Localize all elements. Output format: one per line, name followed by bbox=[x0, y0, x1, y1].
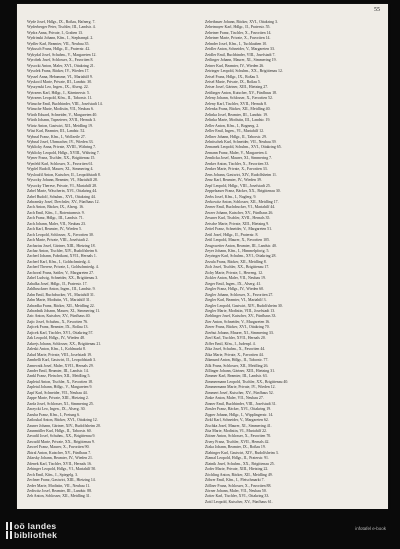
directory-entry: Zeugswetter Anton, Beamter, III., Landstr. 40. bbox=[205, 243, 277, 248]
directory-entry: Zinsler Franz, Bäcker, XVI., Ottakring 19. bbox=[205, 407, 272, 412]
directory-entry: Ziegler Johann, Schlosser, X., Favoriten 27. bbox=[205, 292, 274, 297]
directory-entry: Wykydal Josef, Schuhm., V., Margareten 12. bbox=[27, 52, 97, 57]
directory-entry: Zak Leopold, Hdlgr., IV., Wieden 48. bbox=[27, 336, 85, 341]
directory-entry: Zeisel Marie, Private, IX., Roßau 5. bbox=[205, 79, 261, 84]
directory-entry: Zabel Rudolf, Schuhm., XVI., Ottakring 44. bbox=[27, 194, 96, 199]
directory-entry: Zach Marie, Private, VIII., Josefstadt 2. bbox=[27, 238, 89, 243]
directory-entry: Zettl Leopold, Maurer, X., Favoriten 105. bbox=[205, 238, 270, 243]
directory-entry: Zabel Marie, Wäscherin, XVI., Ottakring 44. bbox=[27, 189, 98, 194]
directory-entry: Zetsche Marie, Private, XIII., Hietzing 9. bbox=[205, 221, 270, 226]
directory-entry: Wykusch Franz, Hdlgr., II., Praterstr. 42. bbox=[27, 47, 91, 52]
directory-entry: Zehetmayer Karl, Hdlgr., II., Praterstr. 55. bbox=[205, 25, 271, 30]
directory-entry: Zankl Franz, Fleischer, XII., Meidling 5. bbox=[27, 374, 91, 379]
library-logo-icon bbox=[6, 531, 12, 539]
directory-entry: Zawrel Franz, Maurer, X., Favoriten 90. bbox=[27, 445, 90, 450]
directory-entry: Zimmermann Marie, Private, IV., Wieden 12. bbox=[205, 385, 276, 390]
directory-entry: Zimmer Karl, Beamter, III., Landstr. 63. bbox=[205, 374, 268, 379]
directory-entry: Zehetbauer Johann, Bäcker, XVI., Ottakring 3. bbox=[205, 20, 278, 24]
directory-entry: Ziegler Leopold, Gastwirt, XIV., Rudolfsheim 30. bbox=[205, 303, 283, 308]
logo-line-2: bibliothek bbox=[14, 530, 58, 540]
directory-entry: Zimmermann Leopold, Tischler, XX., Brigittenau 40. bbox=[205, 379, 289, 384]
directory-entry: Zenz Karl, Beamter, IV., Wieden 39. bbox=[205, 178, 262, 183]
directory-entry: Wyklicky Anna, Private, XVIII., Währing 7. bbox=[27, 145, 97, 150]
directory-entry: Würth Johann, Tapezierer, XVII., Hernals 3. bbox=[27, 118, 97, 123]
directory-entry: Zittner Anton, Schlosser, X., Favoriten 70. bbox=[205, 434, 272, 439]
directory-entry: Zahlbruckner Anton, Ingen., III., Landstr. 9. bbox=[27, 287, 96, 292]
directory-entry: Zillinger Johann, Gärtner, XIII., Hietzing 31. bbox=[205, 369, 276, 373]
directory-entry: Zdenek Karl, Tischler, XVII., Hernals 16. bbox=[27, 461, 92, 466]
directory-entry: Zlabinger Karl, Gastwirt, XIV., Rudolfsheim 3. bbox=[205, 450, 279, 455]
directory-entry: Zeyringer Karl, Schuhm., XVI., Ottakring 28. bbox=[205, 254, 277, 259]
directory-entry: Zemanek Leopold, Schuhm., XVI., Ottakring 65. bbox=[205, 145, 282, 150]
directory-entry: Zezula Franz, Bäcker, XII., Meidling 8. bbox=[205, 259, 267, 264]
directory-entry: Zenker Marie, Private, X., Favoriten 33. bbox=[205, 167, 268, 172]
directory-entry: Zeyer Johann, Kfm., I., Himmelpfortg. 5. bbox=[205, 249, 270, 254]
directory-entry: Zessner Karl, Tischler, XVII., Hernals 35. bbox=[205, 216, 271, 221]
directory-entry: Zahalka Josef, Hdlgr., II., Praterstr. 17. bbox=[27, 281, 88, 286]
directory-entry: Wünsche Emil, Buchbinder, VIII., Josefstadt 14. bbox=[27, 101, 103, 106]
directory-entry: Zarda Josef, Schlosser, XI., Simmering 25. bbox=[27, 401, 94, 406]
directory-entry: Zeller Emil, Ingen., VI., Mariahilf 12. bbox=[205, 129, 265, 134]
directory-entry: Ziegler Marie, Modistin, VIII., Josefstadt 13. bbox=[205, 309, 276, 314]
directory-entry: Zach Johann, Maler, VII., Neubau 23. bbox=[27, 221, 86, 226]
directory-entry: Zakrejs Johann, Schlosser, XX., Brigittenau 21. bbox=[27, 341, 102, 346]
directory-entry: Zimmert Josef, Kutscher, XV., Fünfhaus 52. bbox=[205, 390, 274, 395]
directory-entry: Zaruba Franz, Kfm., I., Freiung 6. bbox=[27, 412, 81, 417]
directory-entry: Zens Johann, Gastwirt, XIV., Rudolfsheim 11. bbox=[205, 172, 277, 177]
directory-entry: Zischka Josef, Maurer, XI., Simmering 41. bbox=[205, 423, 272, 428]
directory-entry: Zemlicka Josef, Maurer, XI., Simmering 7. bbox=[205, 156, 273, 161]
directory-entry: Zotter Karl, Tischler, XVI., Ottakring 33. bbox=[205, 494, 270, 499]
footer-bar bbox=[0, 509, 400, 549]
directory-entry: Zerkowitz Anton, Schlosser, XII., Meidling 17. bbox=[205, 199, 279, 204]
directory-entry: Zachar Anton, Tischler, XIV., Rudolfsheim 6. bbox=[27, 249, 98, 254]
directory-entry: Wüst Karl, Beamter, III., Landstr. 52. bbox=[27, 129, 86, 134]
directory-entry: Zahn Marie, Modistin, VI., Mariahilf 31. bbox=[27, 298, 91, 303]
directory-entry: Zeleny Johann, Schlosser, X., Favoriten 52. bbox=[205, 96, 273, 101]
directory-entry: Zettl Josef, Hdlgr., II., Praterstr. 8. bbox=[205, 232, 259, 237]
directory-entry: Wysocky Therese, Private, VI., Mariahilf 28. bbox=[27, 183, 98, 188]
directory-entry: Zech Emil, Kfm., I., Spiegelg. 3. bbox=[27, 472, 78, 477]
directory-entry: Zich Josef, Tischler, XX., Brigittenau 17. bbox=[205, 265, 270, 270]
directory-entry: Zavadil Josef, Schuhm., XX., Brigittenau 9. bbox=[27, 434, 96, 439]
directory-entry: Zebinger Leopold, Hdlgr., VI., Mariahilf 50. bbox=[27, 467, 97, 472]
directory-entry: Zenker Anton, Tischler, X., Favoriten 33. bbox=[205, 161, 270, 166]
directory-entry: Wyklicky Leopold, Hdlgr., XVIII., Währing 7. bbox=[27, 150, 100, 155]
directory-entry: Zehnder Josef, Kfm., I., Tuchlauben 10. bbox=[205, 41, 268, 46]
directory-entry: Zerbs Josef, Kfm., I., Naglerg. 9. bbox=[205, 194, 257, 199]
directory-entry: Zeller Anton, Kfm., I., Bognerg. 2. bbox=[205, 123, 260, 128]
directory-entry: Zapletal Johann, Hdlgr., V., Margareten 9. bbox=[27, 385, 93, 390]
directory-entry: Zbiral Anton, Kutscher, XV., Fünfhaus 7. bbox=[27, 450, 92, 455]
directory-entry: Zika Marie, Private, X., Favoriten 44. bbox=[205, 352, 264, 357]
directory-entry: Zach Emil, Kfm., I., Rotenturmstr. 9. bbox=[27, 210, 85, 215]
directory-entry: Ziffer Emil, Kfm., I., Judenpl. 4. bbox=[205, 341, 256, 346]
directory-entry: Würtz Anton, Gastwirt, XII., Meidling 19. bbox=[27, 123, 93, 128]
directory-entry: Zeh Anton, Schlosser, XII., Meidling 31. bbox=[27, 494, 91, 499]
directory-entry: Zelenka Franz, Bäcker, XII., Meidling 40. bbox=[205, 107, 271, 112]
directory-entry: Zalud Marie, Private, VIII., Josefstadt 19. bbox=[27, 352, 92, 357]
directory-entry: Zachoval Franz, Sattler, V., Margareten 27. bbox=[27, 270, 95, 275]
directory-entry: Zeisel Franz, Hdlgr., IX., Roßau 5. bbox=[205, 74, 260, 79]
directory-entry: Zedtwitz Josef, Beamter, III., Landstr. 88. bbox=[27, 488, 92, 493]
directory-entry: Zacherl Karl, Kfm., I., Goldschmiedg. 4. bbox=[27, 259, 91, 264]
directory-entry: Zeppelzauer Franz, Bäcker, XX., Brigittenau 30. bbox=[205, 189, 281, 194]
directory-entry: Zepf Leopold, Hdlgr., VIII., Josefstadt 25. bbox=[205, 183, 271, 188]
right-column bbox=[205, 20, 375, 505]
directory-entry: Zacherl Johann, Fabrikant, XVII., Hernals 1. bbox=[27, 254, 97, 259]
directory-entry: Zöllner Franz, Schlosser, X., Favoriten 88. bbox=[205, 483, 272, 488]
page-number: 55 bbox=[374, 7, 380, 13]
directory-entry: Wydra Anna, Private, I., Graben 13. bbox=[27, 30, 83, 35]
directory-entry: Zelinka Josef, Beamter, III., Landstr. 19. bbox=[205, 112, 269, 117]
directory-entry: Zeidler Emil, Buchbinder, VIII., Josefstadt 7. bbox=[205, 52, 276, 57]
directory-entry: Ziegler Karl, Beamter, VI., Mariahilf 3. bbox=[205, 298, 267, 303]
directory-entry: Zlamal Leopold, Hdlgr., II., Praterstr. 91. bbox=[205, 456, 269, 461]
directory-entry: Zelinka Marie, Modistin, III., Landstr. 19. bbox=[205, 118, 271, 123]
directory-entry: Zach Leopold, Schlosser, X., Favoriten 30. bbox=[27, 232, 94, 237]
directory-entry: Zappe Marie, Private, XIII., Hietzing 2. bbox=[27, 396, 89, 401]
directory-entry: Zeiser Josef, Gärtner, XIII., Hietzing 27. bbox=[205, 85, 269, 90]
directory-entry: Zahn Emil, Buchdrucker, VI., Mariahilf 31. bbox=[27, 292, 95, 297]
directory-entry: Wyplel Rudolf, Maurer, XI., Simmering 4. bbox=[27, 167, 94, 172]
directory-entry: Zier Anton, Schneider, V., Margareten 16. bbox=[205, 319, 271, 324]
directory-entry: Zajicek Franz, Beamter, IX., Roßau 13. bbox=[27, 325, 89, 330]
directory-entry: Zivny Franz, Tischler, XVII., Hernals 42. bbox=[205, 439, 270, 444]
directory-entry: Zerner Emil, Buchdrucker, VI., Mariahilf 44. bbox=[205, 205, 276, 210]
directory-entry: Zinke Anton, Maler, VII., Neubau 27. bbox=[205, 396, 264, 401]
directory-entry: Zehetner Franz, Tischler, X., Favoriten 14. bbox=[205, 30, 272, 35]
directory-entry: Zeilinger Johann, Maurer, XI., Simmering 19. bbox=[205, 58, 277, 63]
directory-entry: Wyhnal Josef, Uhrmacher, IV., Wieden 33. bbox=[27, 139, 94, 144]
directory-entry: Wysolek Franz, Bäcker, IV., Wieden 17. bbox=[27, 69, 90, 74]
directory-entry: Wytrzens Karl, Hdlgr., I., Kärntnerstr. 5. bbox=[27, 90, 90, 95]
directory-entry: Zika Josef, Schuhm., X., Favoriten 44. bbox=[205, 347, 266, 352]
directory-entry: Zaunmüller Karl, Hdlgr., II., Taborstr. 60. bbox=[27, 428, 92, 433]
logo-line-1: oö landes bbox=[14, 521, 57, 531]
directory-entry: Zabransky Josef, Drechsler, XV., Fünfhaus 12. bbox=[27, 199, 100, 204]
directory-entry: Wysloužil Anton, Kutscher, II., Leopoldstadt 8. bbox=[27, 172, 101, 177]
directory-entry: Zauner Johann, Gärtner, XIV., Rudolfsheim 20. bbox=[27, 423, 101, 428]
directory-entry: Zach Franz, Hdlgr., III., Landstr. 71. bbox=[27, 216, 84, 221]
directory-entry: Zapf Karl, Schneider, VII., Neubau 44. bbox=[27, 390, 88, 395]
directory-entry: Wytrzens Leopold, Kfm., II., Taborstr. 11. bbox=[27, 96, 93, 101]
directory-entry: Zipper Johann, Hdlgr., I., Wipplingerstr. 14. bbox=[205, 412, 274, 417]
directory-entry: Zacherl Therese, Private, I., Goldschmiedg. 4. bbox=[27, 265, 99, 270]
directory-entry: Zarzycki Leo, Ingen., IX., Alserg. 30. bbox=[27, 407, 86, 412]
directory-entry: Zierl Karl, Tischler, XVII., Hernals 20. bbox=[205, 336, 266, 341]
directory-entry: Ziehlinger Josef, Kutscher, XV., Fünfhaus 33. bbox=[205, 314, 277, 319]
directory-entry: Zöchling Anton, Bäcker, XII., Meidling 49. bbox=[205, 472, 273, 477]
left-column bbox=[27, 20, 197, 500]
directory-entry: Zaic Anton, Kutscher, XV., Fünfhaus 40. bbox=[27, 314, 91, 319]
directory-entry: Wyde Josef, Hdlgr., IX., Roßau, Hafnerg. 7. bbox=[27, 20, 96, 24]
directory-entry: Zajicek Karl, Tischler, XVI., Ottakring 57. bbox=[27, 330, 94, 335]
directory-entry: Zaleski Anton, Kfm., I., Kohlmarkt 8. bbox=[27, 347, 86, 352]
directory-entry: Zeleny Karl, Tischler, XVII., Hernals 8. bbox=[205, 101, 268, 106]
directory-entry: Zamecnik Josef, Maler, XVII., Hernals 29. bbox=[27, 363, 94, 368]
directory-entry: Zacharias Josef, Gärtner, XIII., Hietzing 18. bbox=[27, 243, 96, 248]
directory-entry: Wydler Karl, Beamter, VII., Neubau 35. bbox=[27, 41, 90, 46]
directory-entry: Zach Karl, Beamter, IV., Wieden 5. bbox=[27, 227, 82, 232]
directory-entry: Würth Eduard, Schneider, V., Margareten 40. bbox=[27, 112, 98, 117]
directory-entry: Zeidler Anton, Schneider, V., Margareten 33. bbox=[205, 47, 275, 52]
directory-entry: Zierhut Johann, Maurer, XI., Simmering 33. bbox=[205, 330, 274, 335]
footer-credit: infotafel e-book bbox=[355, 526, 386, 531]
directory-entry: Wyner Franz, Tischler, XX., Brigittenau 15. bbox=[27, 156, 96, 161]
library-logo-icon bbox=[6, 522, 12, 530]
directory-entry: Zinner Emil, Buchbinder, VIII., Josefstadt 31. bbox=[205, 401, 277, 406]
directory-entry: Zickler Anton, Maler, VII., Neubau 19. bbox=[205, 276, 266, 281]
directory-entry: Wyrobek Josef, Schlosser, X., Favoriten 8. bbox=[27, 58, 94, 63]
directory-entry: Zottl Leopold, Kutscher, XV., Fünfhaus 61. bbox=[205, 499, 273, 504]
directory-entry: Zelnitschek Karl, Schneider, VII., Neubau 39. bbox=[205, 139, 277, 144]
directory-entry: Zahel Ludwig, Schneider, XX., Brigittenau 3. bbox=[27, 276, 99, 281]
directory-entry: Zoder Marie, Private, XIII., Hietzing 22. bbox=[205, 467, 269, 472]
directory-entry: Zambelli Karl, Gastwirt, II., Leopoldstadt 3. bbox=[27, 358, 96, 363]
directory-entry: Zapletal Anton, Tischler, X., Favoriten 18. bbox=[27, 379, 93, 384]
directory-entry: Zeiringer Leopold, Schuhm., XX., Brigittenau 12. bbox=[205, 69, 283, 74]
directory-entry: Zichy Marie, Private, I., Herreng. 12. bbox=[205, 270, 264, 275]
directory-entry: Zieger Emil, Ingen., IX., Alserg. 41. bbox=[205, 281, 262, 286]
directory-entry: Zander Emil, Beamter, III., Landstr. 14. bbox=[27, 369, 89, 373]
directory-entry: Wyderberger Peter, Tischler, III., Landstr. 4. bbox=[27, 25, 96, 30]
directory-entry: Wysocky Johann, Beamter, VI., Mariahilf 28. bbox=[27, 178, 98, 183]
directory-entry: Wysocki Anton, Maler, XVI., Ottakring 21. bbox=[27, 63, 95, 68]
directory-entry: Zita Marie, Modistin, VI., Mariahilf 22. bbox=[205, 428, 267, 433]
directory-entry: Zirkl Karl, Schneider, V., Margareten 62. bbox=[205, 418, 269, 423]
directory-entry: Ziegler Franz, Hdlgr., IV., Wieden 60. bbox=[205, 287, 265, 292]
directory-entry: Wyszynski Leo, Ingen., IX., Alserg. 22. bbox=[27, 85, 89, 90]
directory-entry: Zawadil Marie, Private, XX., Brigittenau 9. bbox=[27, 439, 95, 444]
directory-entry: Zemann Franz, Maler, V., Margareten 4. bbox=[205, 150, 268, 155]
directory-entry: Zdarsky Johann, Beamter, IV., Wieden 21. bbox=[27, 456, 93, 461]
directory-entry: Zikmund Anton, Hdlgr., II., Taborstr. 77. bbox=[205, 358, 269, 363]
directory-entry: Zahradnik Johann, Maurer, XI., Simmering 11. bbox=[27, 309, 101, 314]
directory-entry: Zettel Franz, Schneider, V., Margareten 51. bbox=[205, 227, 273, 232]
directory-entry: Zeder Marie, Modistin, VII., Neubau 11. bbox=[27, 483, 91, 488]
directory-entry: Wydrinski Johann, Kfm., I., Stephanspl. 2. bbox=[27, 36, 94, 41]
directory-entry: Zatloukal Anton, Bäcker, XVI., Ottakring 12. bbox=[27, 418, 98, 423]
scanned-page bbox=[17, 4, 388, 509]
directory-entry: Zerzer Johann, Kutscher, XV., Fünfhaus 26. bbox=[205, 210, 274, 215]
directory-entry: Zajic Josef, Schuhm., X., Favoriten 76. bbox=[27, 319, 89, 324]
directory-entry: Zierer Franz, Bäcker, XVI., Ottakring 70. bbox=[205, 325, 270, 330]
directory-entry: Zöhrer Emil, Kfm., I., Fleischmarkt 7. bbox=[205, 478, 265, 483]
directory-entry: Zehetner Marie, Private, X., Favoriten 14. bbox=[205, 36, 271, 41]
directory-entry: Zahradka Franz, Bäcker, XII., Meidling 22. bbox=[27, 303, 95, 308]
directory-entry: Zeitlinger Anton, Kutscher, XV., Fünfhaus 18. bbox=[205, 90, 277, 95]
directory-entry: Zeiner Karl, Beamter, IV., Wieden 26. bbox=[205, 63, 265, 68]
directory-entry: Wynfeld Karl, Schlosser, X., Favoriten 61. bbox=[27, 161, 94, 166]
directory-entry: Zechner Franz, Gastwirt, XIII., Hietzing 14. bbox=[27, 478, 96, 483]
directory-entry: Zellner Johann, Hdlgr., II., Taborstr. 29. bbox=[205, 134, 267, 139]
directory-entry: Zilk Franz, Schlosser, XII., Meidling 26. bbox=[205, 363, 269, 368]
directory-entry: Wyskocil Marie, Private, III., Landstr. 30. bbox=[27, 79, 93, 84]
directory-entry: Wyhnal Franz, Kfm., I., Wollzeile 27. bbox=[27, 134, 86, 139]
library-logo[interactable] bbox=[6, 522, 57, 540]
directory-entry: Zach Anton, Bäcker, IX., Alserg. 16. bbox=[27, 205, 84, 210]
directory-entry: Zlatnik Josef, Schuhm., XX., Brigittenau 25. bbox=[205, 461, 275, 466]
directory-entry: Zizka Johann, Beamter, IX., Roßau 19. bbox=[205, 445, 266, 450]
directory-entry: Zörner Johann, Maler, VII., Neubau 50. bbox=[205, 488, 267, 493]
directory-entry: Wyssel Anna, Hebamme, VI., Mariahilf 9. bbox=[27, 74, 93, 79]
directory-entry: Wünsche Marie, Modistin, VII., Neubau 6. bbox=[27, 107, 94, 112]
